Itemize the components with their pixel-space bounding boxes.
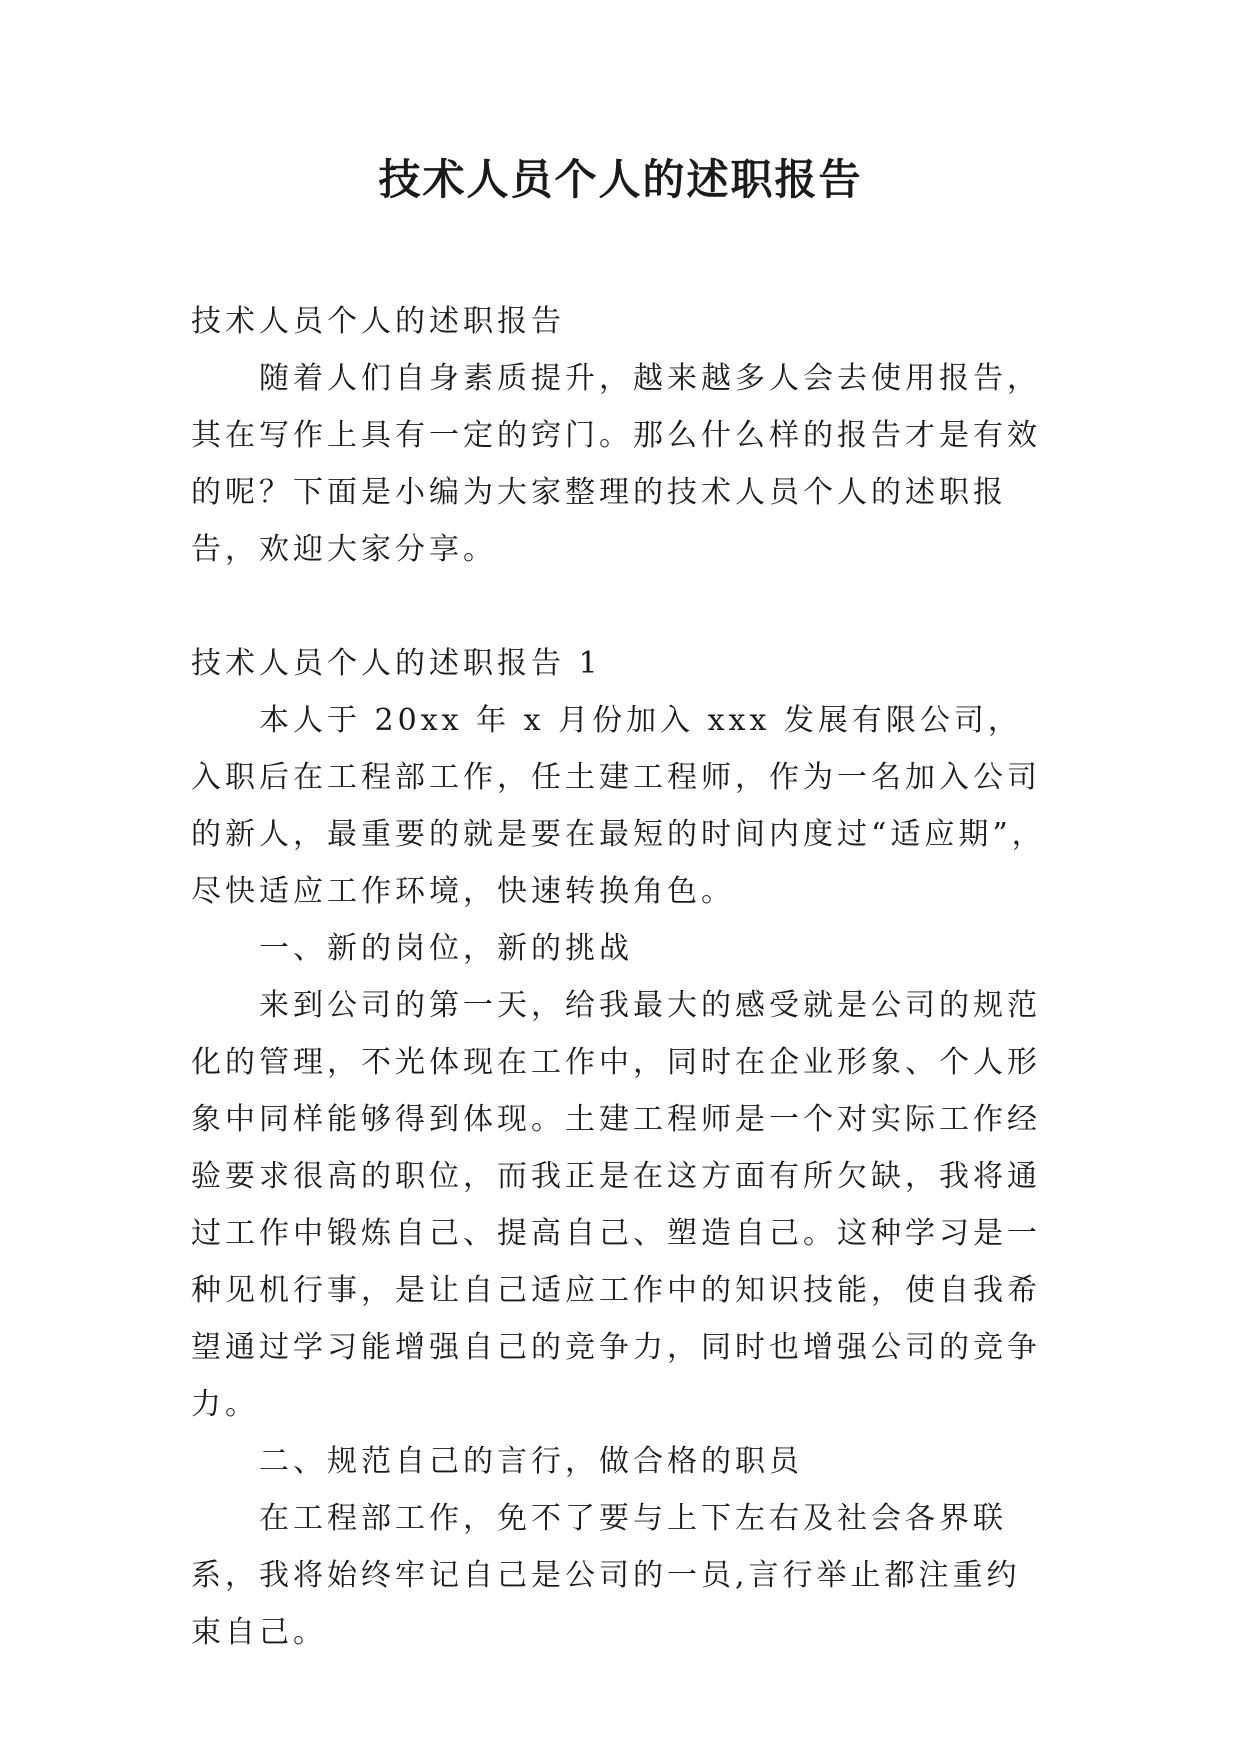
body-paragraph-2: 来到公司的第一天，给我最大的感受就是公司的规范化的管理，不光体现在工作中，同时在企业形象、个人形象中同样能够得到体现。土建工程师是一个对实际工作经验要求很高的职位，而我正是在这方面有所欠缺，我将通过工作中锻炼自己、提高自己、塑造自己。这种学习是一种见机行事，是让自己适应工作中的知识技能，使自我希望通过学习能增强自己的竞争力，同时也增强公司的竞争力。: [191, 988, 1041, 1422]
subheading-two: 二、规范自己的言行，做合格的职员: [259, 1444, 803, 1479]
document-subtitle: 技术人员个人的述职报告: [191, 304, 565, 339]
subheading-one: 一、新的岗位，新的挑战: [259, 931, 633, 966]
paragraph-spacer: [191, 578, 1053, 635]
intro-paragraph: 随着人们自身素质提升，越来越多人会去使用报告，其在写作上具有一定的窍门。那么什么样的报告才是有效的呢？下面是小编为大家整理的技术人员个人的述职报告，欢迎大家分享。: [191, 361, 1041, 567]
document-title: 技术人员个人的述职报告: [378, 155, 863, 204]
document-body: [191, 293, 1053, 1661]
body-paragraph-3: 在工程部工作，免不了要与上下左右及社会各界联系，我将始终牢记自己是公司的一员,言行举止都注重约束自己。: [191, 1501, 1021, 1650]
body-paragraph-1: 本人于 20xx 年 x 月份加入 xxx 发展有限公司，入职后在工程部工作，任土建工程师，作为一名加入公司的新人，最重要的就是要在最短的时间内度过“适应期”，尽快适应工作环境，快速转换角色。: [191, 703, 1046, 909]
section-heading: 技术人员个人的述职报告 1: [191, 646, 602, 681]
